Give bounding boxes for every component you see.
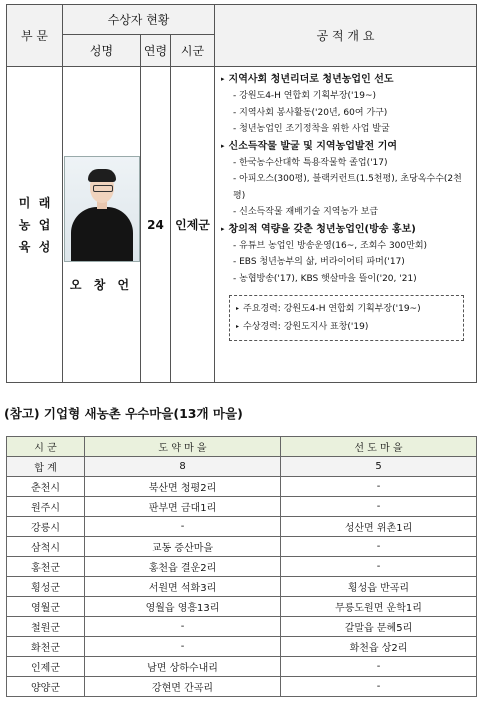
merit-section: [221, 138, 470, 221]
table-cell: 5: [281, 457, 477, 477]
table-row: [7, 597, 477, 617]
bullet-icon: ▸: [221, 224, 225, 233]
merit-item: - EBS 청년농부의 삶, 버라이어티 파머('17): [233, 257, 405, 267]
bullet-icon: ▸: [221, 75, 225, 83]
awardee-city: 인제군: [171, 67, 215, 383]
table-cell: 인제군: [7, 657, 85, 677]
table-cell: 화천읍 상2리: [281, 637, 477, 657]
merits-header: 공 적 개 요: [215, 5, 477, 67]
table-cell: -: [85, 637, 281, 657]
table-cell: 무릉도원면 운학1리: [281, 597, 477, 617]
merit-item: - 한국농수산대학 특용작물학 졸업('17): [233, 157, 388, 168]
table-cell: -: [281, 497, 477, 517]
table-cell: -: [281, 477, 477, 497]
table-cell: 영월읍 영흥13리: [85, 597, 281, 617]
table-cell: 성산면 위촌1리: [281, 517, 477, 537]
merit-section: [221, 221, 470, 288]
merits-cell: [215, 67, 477, 383]
table-cell: 갈말읍 문혜5리: [281, 617, 477, 637]
career-note: 수상경력: 강원도지사 표창('19): [243, 322, 369, 332]
merit-section-title: 신소득작물 발굴 및 지역농업발전 기여: [228, 140, 398, 152]
merit-item: - 농협방송('17), KBS 햇살마을 뜰이('20, '21): [233, 273, 417, 284]
table-cell: -: [85, 617, 281, 637]
merit-section: [221, 71, 470, 138]
table-cell: 횡성군: [7, 577, 85, 597]
table-row: [7, 477, 477, 497]
awardee-cell: [63, 67, 141, 383]
city-header: 시군: [171, 35, 215, 67]
bullet-icon: ▸: [236, 305, 240, 312]
award-table: [6, 4, 477, 383]
table-row: [7, 677, 477, 697]
category-char: 업: [38, 217, 51, 232]
category-cell: [7, 67, 63, 383]
table-cell: -: [85, 517, 281, 537]
table-cell: 강현면 간곡리: [85, 677, 281, 697]
merit-item: - 신소득작물 재배기술 지역농가 보급: [233, 207, 379, 217]
table-cell: 철원군: [7, 617, 85, 637]
table-row: [7, 637, 477, 657]
table-cell: 합 계: [7, 457, 85, 477]
table-row: [7, 577, 477, 597]
table-cell: 8: [85, 457, 281, 477]
table-cell: 양양군: [7, 677, 85, 697]
table-cell: 홍천읍 결운2리: [85, 557, 281, 577]
merit-section-title: 지역사회 청년리더로 청년농업인 선도: [228, 74, 394, 85]
reference-heading: (참고) 기업형 새농촌 우수마을(13개 마을): [4, 406, 243, 421]
category-char: 성: [38, 239, 51, 254]
merit-section-title: 창의적 역량을 갖춘 청년농업인(방송 홍보): [228, 223, 416, 235]
table-cell: 판부면 금대1리: [85, 497, 281, 517]
table-cell: 홍천군: [7, 557, 85, 577]
table-cell: 영월군: [7, 597, 85, 617]
category-char: 래: [38, 195, 51, 210]
village-table: [6, 436, 477, 697]
division-header: 부 문: [7, 5, 63, 67]
table-cell: -: [281, 677, 477, 697]
awardee-age: 24: [141, 67, 171, 383]
table-cell: 삼척시: [7, 537, 85, 557]
category-char: 육: [18, 239, 31, 254]
category-char: 미: [18, 195, 31, 210]
table-row: [7, 537, 477, 557]
table-row: [7, 517, 477, 537]
table-cell: 북산면 청평2리: [85, 477, 281, 497]
column-header: 선 도 마 을: [281, 437, 477, 457]
table-cell: 강릉시: [7, 517, 85, 537]
table-cell: 춘천시: [7, 477, 85, 497]
career-note: 주요경력: 강원도4-H 연합회 기획부장('19~): [243, 304, 421, 314]
awardee-photo: [64, 156, 140, 262]
column-header: 도 약 마 을: [85, 437, 281, 457]
career-notes-box: [229, 295, 464, 341]
table-cell: -: [281, 557, 477, 577]
age-header: 연령: [141, 35, 171, 67]
table-row: [7, 657, 477, 677]
total-row: [7, 457, 477, 477]
merit-item: - 아피오스(300평), 블랙커런트(1.5천평), 초당옥수수(2천평): [233, 174, 462, 201]
table-row: [7, 497, 477, 517]
merit-item: - 청년농업인 조기정착을 위한 사업 발굴: [233, 124, 390, 134]
table-cell: 횡성읍 반곡리: [281, 577, 477, 597]
status-header: 수상자 현황: [63, 5, 215, 35]
table-cell: 남면 상하수내리: [85, 657, 281, 677]
name-header: 성명: [63, 35, 141, 67]
merit-item: - 강원도4-H 연합회 기획부장('19~): [233, 91, 377, 101]
awardee-name: 오 창 언: [69, 278, 134, 292]
category-char: 농: [18, 217, 31, 232]
table-row: [7, 557, 477, 577]
table-cell: -: [281, 537, 477, 557]
merit-item: - 유튜브 농업인 방송운영(16~, 조회수 300만회): [233, 240, 428, 251]
table-cell: 화천군: [7, 637, 85, 657]
table-cell: 서원면 석화3리: [85, 577, 281, 597]
column-header: 시 군: [7, 437, 85, 457]
table-cell: -: [281, 657, 477, 677]
merit-item: - 지역사회 봉사활동('20년, 60여 가구): [233, 107, 388, 118]
bullet-icon: ▸: [236, 323, 240, 330]
bullet-icon: ▸: [221, 141, 225, 150]
table-cell: 교동 증산마을: [85, 537, 281, 557]
table-row: [7, 617, 477, 637]
table-cell: 원주시: [7, 497, 85, 517]
